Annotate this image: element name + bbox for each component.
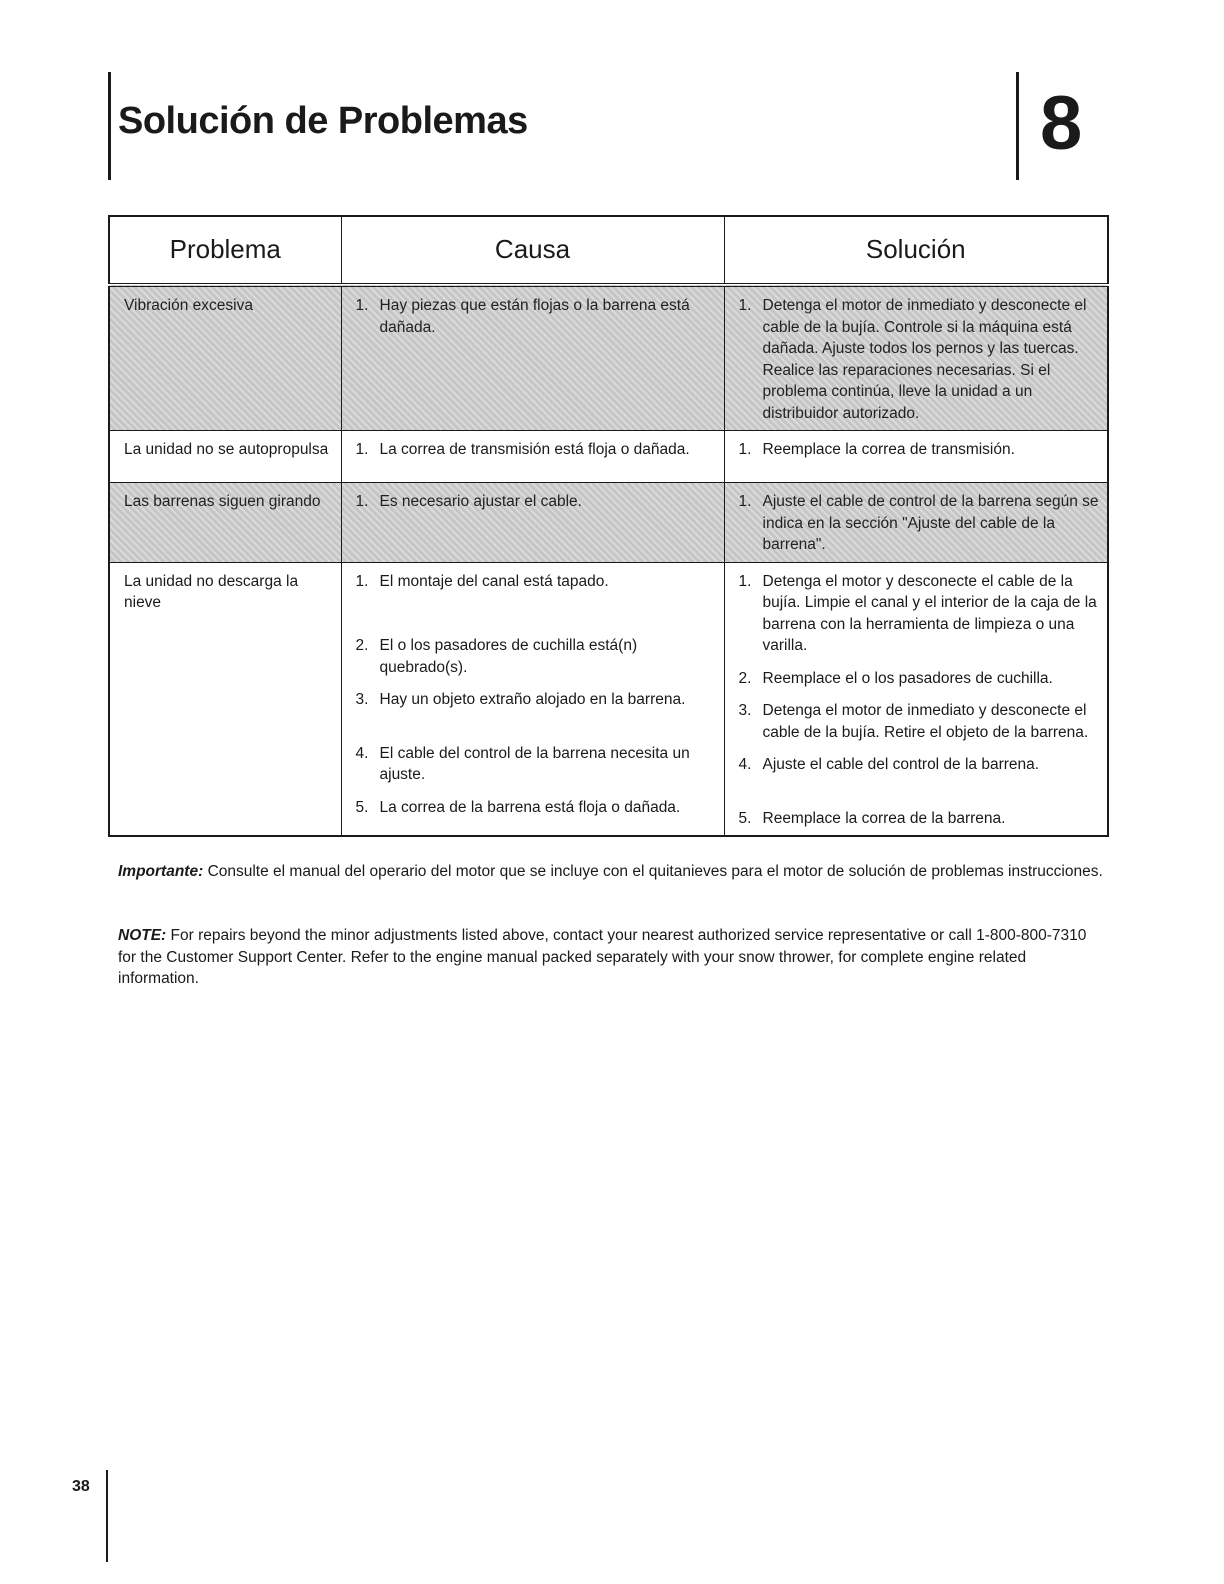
solution-item: 3. Detenga el motor de inmediato y desconecte el cable de la bujía. Retire el objeto de la barrena. [738, 702, 1089, 741]
solution-item: 2. Reemplace el o los pasadores de cuchilla. [738, 669, 1053, 687]
cause-cell [341, 562, 724, 836]
page-number: 38 [72, 1478, 90, 1495]
solution-item: 1. Ajuste el cable de control de la barrena según se indica en la sección "Ajuste del cable de la barrena". [738, 493, 1099, 553]
solution-item: 1. Detenga el motor de inmediato y desconecte el cable de la bujía. Controle si la máquina está dañada. Ajuste todos los pernos y las tuercas. Realice las reparaciones necesarias. Si el problema continúa, lleve la unidad a un distribuidor autorizado. [738, 297, 1087, 422]
cause-item: 1. El montaje del canal está tapado. [355, 572, 609, 590]
cause-item: 1. Es necesario ajustar el cable. [355, 493, 582, 510]
cause-cell [341, 431, 724, 483]
column-header-solucion: Solución [724, 216, 1108, 285]
table-row [109, 285, 1108, 431]
cause-item: 1. La correa de transmisión está floja o dañada. [355, 441, 690, 458]
cause-item: 5. La correa de la barrena está floja o dañada. [355, 798, 681, 816]
page-number-rule [106, 1470, 108, 1562]
table-row [109, 431, 1108, 483]
solution-cell [724, 483, 1108, 563]
troubleshooting-table [108, 215, 1109, 837]
solution-item: 1. Reemplace la correa de transmisión. [738, 441, 1015, 458]
solution-cell [724, 431, 1108, 483]
cause-cell [341, 483, 724, 563]
note-label: NOTE: [118, 927, 167, 944]
importante-note [118, 861, 1106, 883]
table-header-row [109, 216, 1108, 285]
solution-item: 5. Reemplace la correa de la barrena. [738, 809, 1006, 827]
problem-cell: Vibración excesiva [109, 285, 341, 431]
table-row [109, 562, 1108, 836]
solution-cell [724, 285, 1108, 431]
problem-cell: La unidad no descarga la nieve [109, 562, 341, 836]
cause-item: 1. Hay piezas que están flojas o la barrena está dañada. [355, 297, 690, 336]
cause-item: 3. Hay un objeto extraño alojado en la barrena. [355, 691, 686, 708]
problem-cell: Las barrenas siguen girando [109, 483, 341, 563]
note-text: For repairs beyond the minor adjustments listed above, contact your nearest authorized service representative or call 1-800-800-7310 for the Customer Support Center. Refer to the engine manual packed separately with your snow thrower, for complete engine related information. [118, 927, 1087, 987]
cause-item: 2. El o los pasadores de cuchilla está(n) quebrado(s). [355, 637, 638, 676]
column-header-problema: Problema [109, 216, 341, 285]
problem-cell: La unidad no se autopropulsa [109, 431, 341, 483]
table-row [109, 483, 1108, 563]
cause-item: 4. El cable del control de la barrena necesita un ajuste. [355, 744, 690, 783]
solution-cell [724, 562, 1108, 836]
english-note [118, 925, 1106, 990]
importante-label: Importante: [118, 863, 204, 880]
chapter-rule [1016, 72, 1019, 180]
page-title: Solución de Problemas [118, 100, 528, 142]
column-header-causa: Causa [341, 216, 724, 285]
importante-text: Consulte el manual del operario del motor que se incluye con el quitanieves para el motor de solución de problemas instrucciones. [207, 863, 1103, 880]
cause-cell [341, 285, 724, 431]
solution-item: 1. Detenga el motor y desconecte el cable de la bujía. Limpie el canal y el interior de la caja de la barrena con la herramienta de limpieza o una varilla. [738, 572, 1097, 654]
chapter-number: 8 [1040, 81, 1083, 166]
title-rule [108, 72, 111, 180]
solution-item: 4. Ajuste el cable del control de la barrena. [738, 756, 1040, 773]
